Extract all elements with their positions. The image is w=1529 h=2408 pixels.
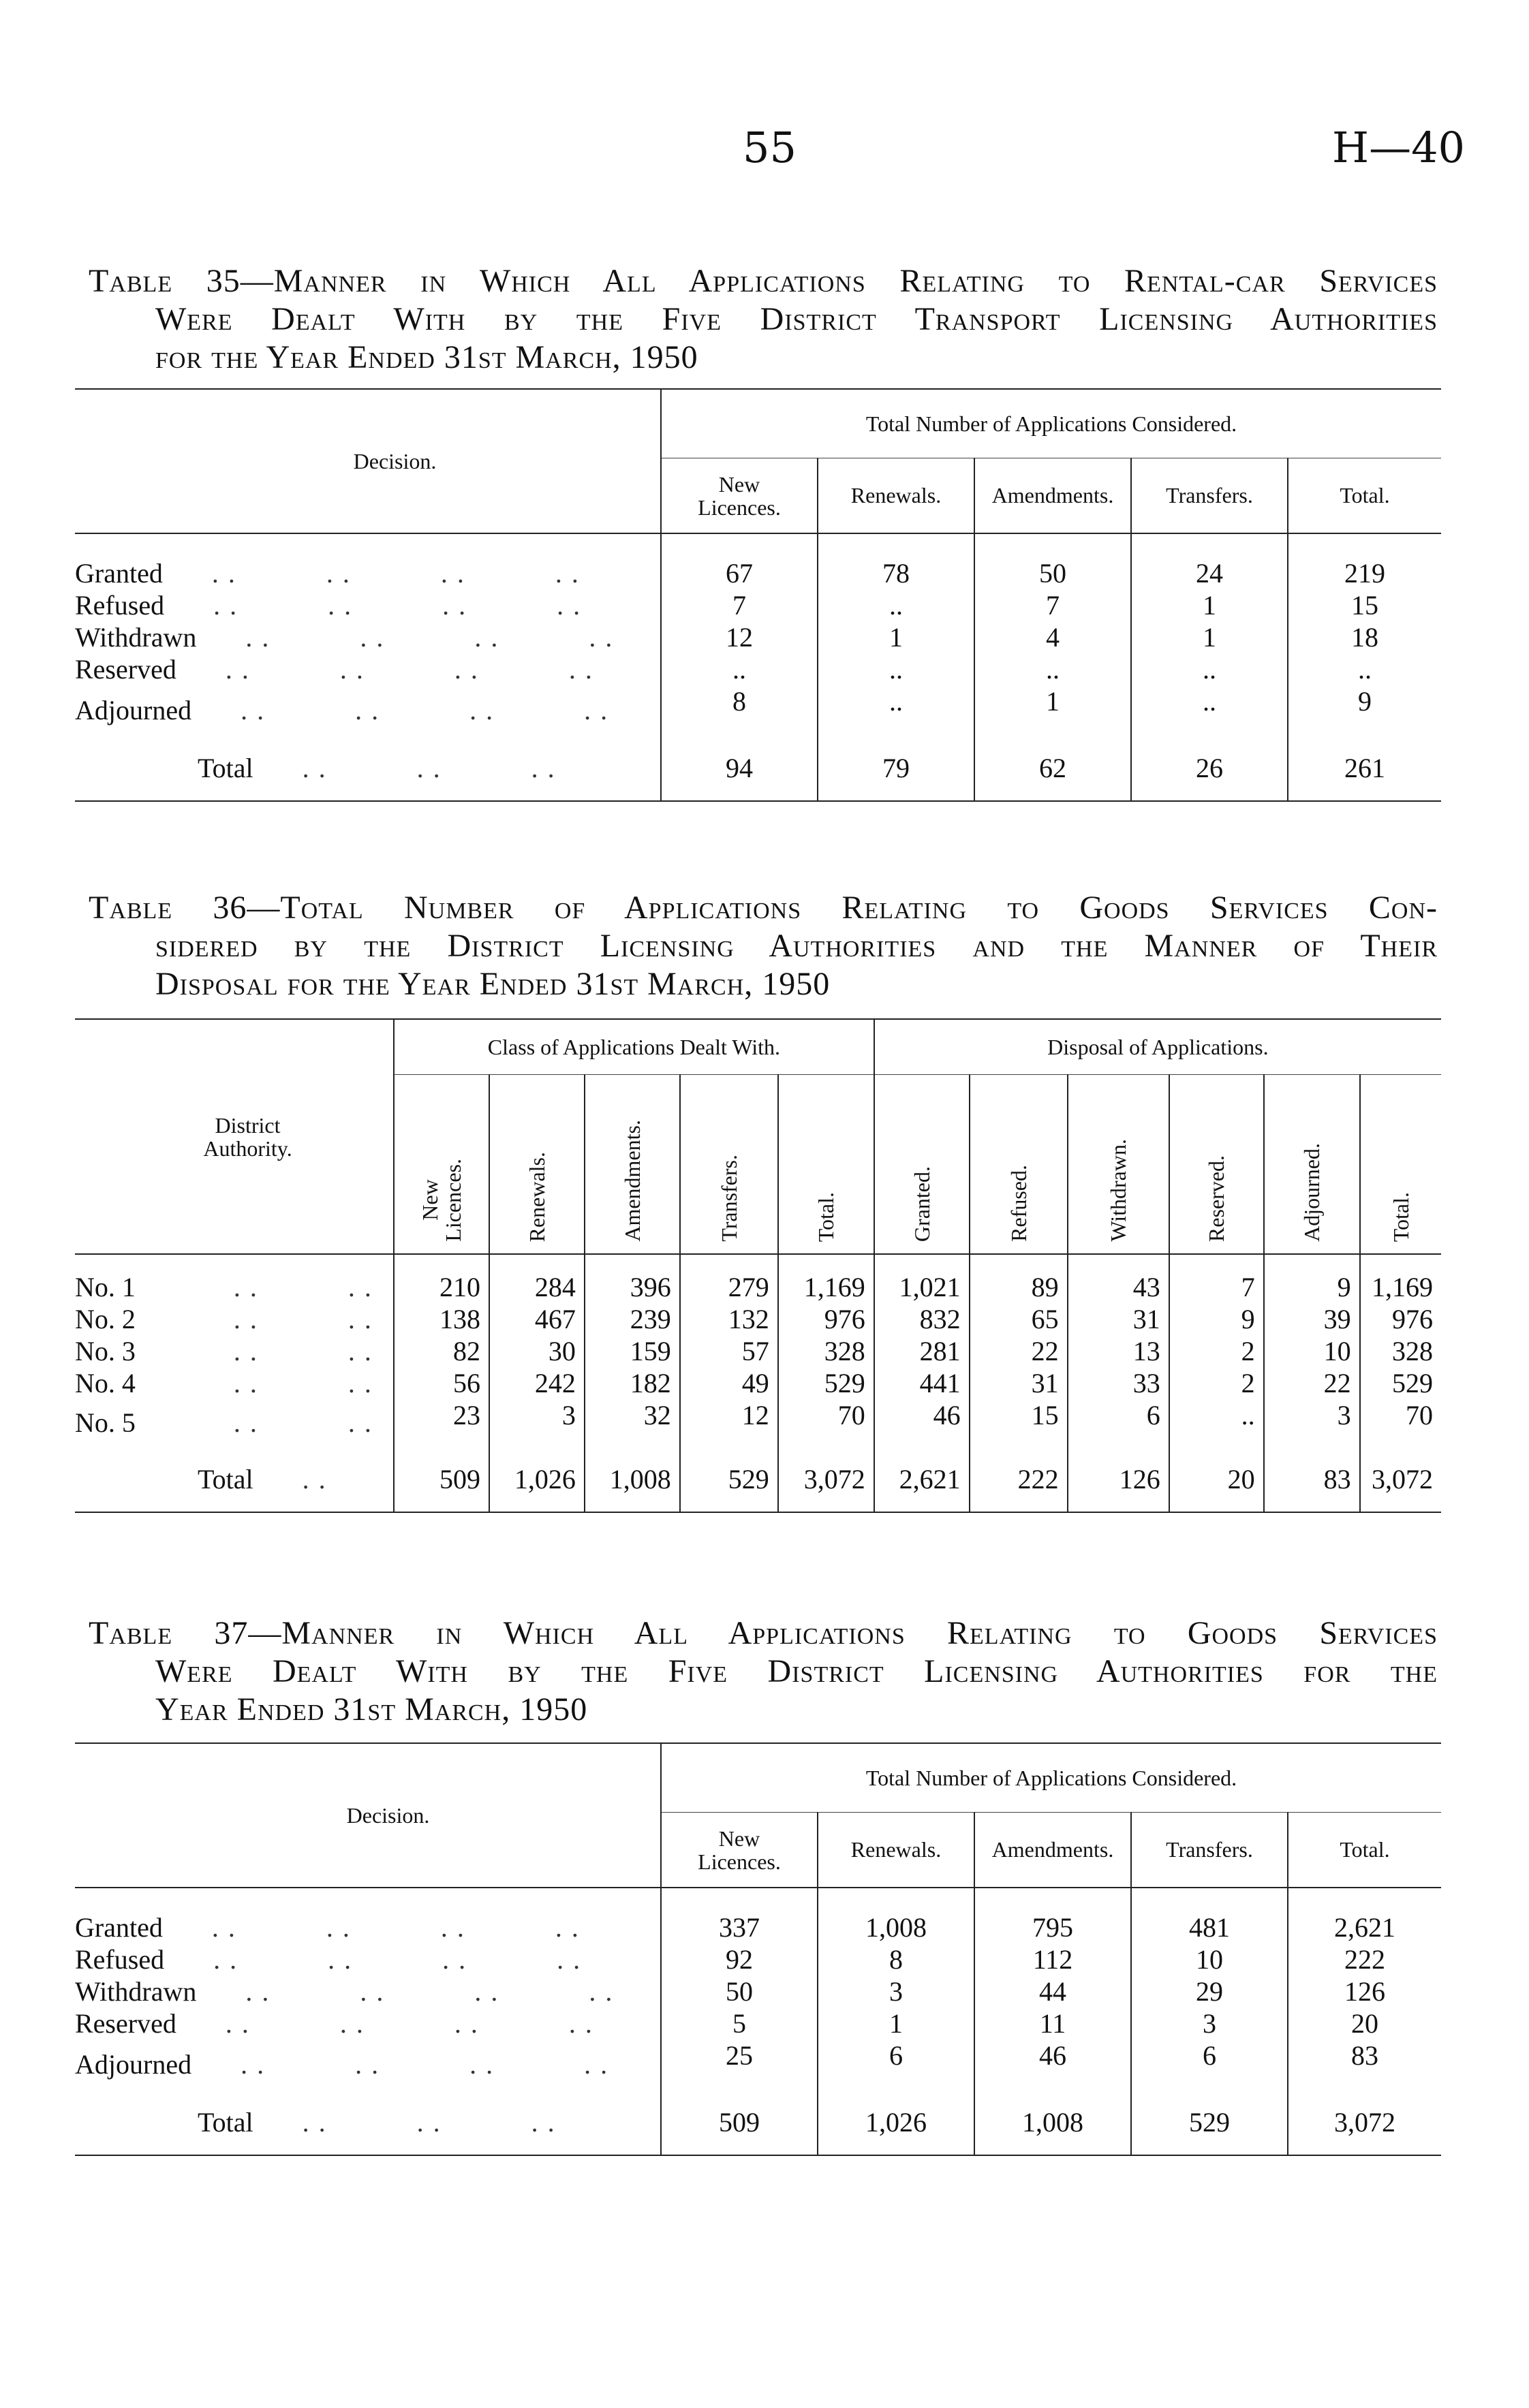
cell-value: 46	[974, 2039, 1131, 2089]
cell-value: 8	[818, 1943, 974, 1975]
table35-col-header: Total.	[1288, 458, 1441, 533]
cell-value: 6	[1068, 1399, 1169, 1446]
row-label	[75, 1367, 394, 1399]
cell-value: 20	[1169, 1446, 1264, 1512]
cell-value: 3,072	[778, 1446, 874, 1512]
leader-dots: .. ..	[135, 1407, 381, 1438]
cell-value: 1	[1131, 621, 1288, 653]
cell-value: 89	[970, 1254, 1068, 1303]
table36-col-header-text: Withdrawn.	[1106, 1139, 1131, 1242]
cell-value: 11	[974, 2007, 1131, 2039]
cell-value: 32	[585, 1399, 680, 1446]
row-label	[75, 1888, 661, 1943]
cell-value: 1,169	[1360, 1254, 1441, 1303]
table36-col-header	[1068, 1075, 1169, 1255]
cell-value: 83	[1288, 2039, 1441, 2089]
cell-value: ..	[1288, 653, 1441, 685]
cell-value: 467	[489, 1303, 585, 1335]
leader-dots: .. .. .. ..	[176, 2008, 602, 2039]
row-label	[75, 1254, 394, 1303]
cell-value: 284	[489, 1254, 585, 1303]
row-label	[75, 1335, 394, 1367]
page-number: 55	[743, 123, 797, 172]
leader-dots: .. .. ..	[253, 752, 564, 783]
cell-value: 15	[970, 1399, 1068, 1446]
cell-value: 26	[1131, 735, 1288, 801]
leader-dots: .. ..	[135, 1336, 381, 1366]
row-label-text: Withdrawn	[75, 1976, 197, 2007]
table36-col-header	[1360, 1075, 1441, 1255]
table36-col-header	[1264, 1075, 1360, 1255]
table36-row	[75, 1254, 1441, 1303]
cell-value: 78	[818, 533, 974, 589]
cell-value: 219	[1288, 533, 1441, 589]
row-label-text: Adjourned	[75, 2049, 192, 2080]
cell-value: 222	[970, 1446, 1068, 1512]
cell-value: 976	[778, 1303, 874, 1335]
table36-group-class: Class of Applications Dealt With.	[394, 1019, 874, 1075]
cell-value: ..	[818, 653, 974, 685]
cell-value: 529	[1360, 1367, 1441, 1399]
table36-row	[75, 1399, 1441, 1446]
leader-dots: .. .. .. ..	[162, 1912, 588, 1943]
table36-row	[75, 1303, 1441, 1335]
cell-value: 239	[585, 1303, 680, 1335]
row-label	[75, 621, 661, 653]
row-label-text: Granted	[75, 558, 163, 589]
cell-value: 83	[1264, 1446, 1360, 1512]
cell-value: 22	[970, 1335, 1068, 1367]
cell-value: 1,008	[818, 1888, 974, 1943]
row-label-text: No. 2	[75, 1304, 136, 1334]
leader-dots: .. .. .. ..	[191, 2049, 617, 2080]
table36-col-header-text: New Licences.	[418, 1159, 466, 1242]
table35-row	[75, 533, 1441, 589]
cell-value: 9	[1169, 1303, 1264, 1335]
table36-col-header-text: Renewals.	[524, 1151, 549, 1242]
table37-row	[75, 2039, 1441, 2089]
cell-value: 70	[1360, 1399, 1441, 1446]
cell-value: 62	[974, 735, 1131, 801]
cell-value: 31	[1068, 1303, 1169, 1335]
cell-value: 18	[1288, 621, 1441, 653]
cell-value: 210	[394, 1254, 489, 1303]
table35-decision-header: Decision.	[75, 389, 661, 533]
cell-value: 49	[680, 1367, 778, 1399]
table36-row	[75, 1335, 1441, 1367]
row-label-text: Adjourned	[75, 695, 192, 725]
table36-group-disposal: Disposal of Applications.	[874, 1019, 1441, 1075]
cell-value: 976	[1360, 1303, 1441, 1335]
cell-value: ..	[1169, 1399, 1264, 1446]
cell-value: 328	[778, 1335, 874, 1367]
table36-col-header-text: Amendments.	[619, 1120, 645, 1242]
table37-col-header: Renewals.	[818, 1813, 974, 1888]
cell-value: 3	[1264, 1399, 1360, 1446]
table35-caption-line: Table 35—Manner in Which All Applications Relating to Rental-car Services	[89, 263, 1438, 299]
cell-value: 29	[1131, 1975, 1288, 2007]
table36-col-header	[680, 1075, 778, 1255]
row-label-text: No. 5	[75, 1407, 136, 1438]
cell-value: 509	[661, 2089, 818, 2155]
table36-col-header	[394, 1075, 489, 1255]
cell-value: 10	[1264, 1335, 1360, 1367]
cell-value: 1	[974, 685, 1131, 735]
cell-value: 281	[874, 1335, 970, 1367]
leader-dots: .. ..	[135, 1368, 381, 1398]
cell-value: 138	[394, 1303, 489, 1335]
cell-value: 1,008	[974, 2089, 1131, 2155]
row-label-text: Reserved	[75, 654, 176, 685]
cell-value: 832	[874, 1303, 970, 1335]
row-label	[75, 653, 661, 685]
cell-value: 529	[680, 1446, 778, 1512]
table37-col-header: Amendments.	[974, 1813, 1131, 1888]
table36-caption-line: Table 36—Total Number of Applications Relating to Goods Services Con-	[89, 890, 1438, 926]
cell-value: 15	[1288, 589, 1441, 621]
leader-dots: .. ..	[135, 1304, 381, 1334]
cell-value: 20	[1288, 2007, 1441, 2039]
cell-value: 1,026	[818, 2089, 974, 2155]
cell-value: 43	[1068, 1254, 1169, 1303]
cell-value: 46	[874, 1399, 970, 1446]
table37-col-header: Total.	[1288, 1813, 1441, 1888]
cell-value: 3	[489, 1399, 585, 1446]
row-label	[75, 2089, 661, 2155]
table36-total-row	[75, 1446, 1441, 1512]
table36-col-header	[489, 1075, 585, 1255]
cell-value: 9	[1264, 1254, 1360, 1303]
cell-value: 65	[970, 1303, 1068, 1335]
table36-col-header	[585, 1075, 680, 1255]
table36-col-header	[874, 1075, 970, 1255]
row-label	[75, 685, 661, 735]
leader-dots: .. .. .. ..	[164, 590, 590, 621]
cell-value: 31	[970, 1367, 1068, 1399]
row-label	[75, 533, 661, 589]
cell-value: 94	[661, 735, 818, 801]
table37-row	[75, 1943, 1441, 1975]
cell-value: 328	[1360, 1335, 1441, 1367]
cell-value: 529	[1131, 2089, 1288, 2155]
table36-caption-line: sidered by the District Licensing Authorities and the Manner of Their	[155, 928, 1438, 964]
cell-value: 261	[1288, 735, 1441, 801]
row-label-text: No. 4	[75, 1368, 136, 1398]
row-label-text: No. 3	[75, 1336, 136, 1366]
leader-dots: .. .. ..	[253, 2106, 564, 2138]
cell-value: 50	[661, 1975, 818, 2007]
document-code: H—40	[1332, 123, 1465, 172]
cell-value: ..	[818, 589, 974, 621]
table37-caption-line: Table 37—Manner in Which All Applications Relating to Goods Services	[89, 1615, 1438, 1651]
table36-caption	[89, 889, 1438, 1003]
row-label-text: Granted	[75, 1912, 163, 1943]
leader-dots: .. .. .. ..	[176, 654, 602, 685]
cell-value: 67	[661, 533, 818, 589]
table35-row	[75, 621, 1441, 653]
row-label	[75, 735, 661, 801]
cell-value: 182	[585, 1367, 680, 1399]
cell-value: 7	[661, 589, 818, 621]
table37	[75, 1742, 1441, 2156]
table37-caption-line: Were Dealt With by the Five District Licensing Authorities for the	[155, 1653, 1438, 1689]
cell-value: ..	[974, 653, 1131, 685]
cell-value: 50	[974, 533, 1131, 589]
table37-col-header: New Licences.	[661, 1813, 818, 1888]
cell-value: 12	[661, 621, 818, 653]
cell-value: 79	[818, 735, 974, 801]
cell-value: 57	[680, 1335, 778, 1367]
row-label	[75, 1303, 394, 1335]
table37-group-header: Total Number of Applications Considered.	[661, 1743, 1441, 1813]
table35-row	[75, 653, 1441, 685]
cell-value: 396	[585, 1254, 680, 1303]
table37-row	[75, 1975, 1441, 2007]
cell-value: 39	[1264, 1303, 1360, 1335]
table35-group-header: Total Number of Applications Considered.	[661, 389, 1441, 458]
cell-value: 2	[1169, 1335, 1264, 1367]
cell-value: 5	[661, 2007, 818, 2039]
leader-dots: ..	[253, 1463, 335, 1495]
table37-col-header: Transfers.	[1131, 1813, 1288, 1888]
cell-value: 8	[661, 685, 818, 735]
cell-value: 12	[680, 1399, 778, 1446]
table35-col-header: Transfers.	[1131, 458, 1288, 533]
cell-value: 126	[1288, 1975, 1441, 2007]
cell-value: 30	[489, 1335, 585, 1367]
cell-value: 2,621	[1288, 1888, 1441, 1943]
row-label-text: Total	[198, 2106, 253, 2138]
table36-col-header	[778, 1075, 874, 1255]
leader-dots: .. .. .. ..	[196, 1976, 622, 2007]
cell-value: 13	[1068, 1335, 1169, 1367]
cell-value: 529	[778, 1367, 874, 1399]
cell-value: 1,026	[489, 1446, 585, 1512]
cell-value: 795	[974, 1888, 1131, 1943]
cell-value: 337	[661, 1888, 818, 1943]
cell-value: 33	[1068, 1367, 1169, 1399]
leader-dots: .. .. .. ..	[191, 695, 617, 725]
cell-value: 2,621	[874, 1446, 970, 1512]
table36-col-header	[970, 1075, 1068, 1255]
table36-col-header-text: Total.	[1388, 1191, 1413, 1242]
table35-row	[75, 589, 1441, 621]
table35-caption-line: for the Year Ended 31st March, 1950	[155, 339, 698, 375]
row-label-text: Refused	[75, 590, 165, 621]
row-label-text: Total	[198, 752, 253, 783]
table36	[75, 1018, 1441, 1513]
leader-dots: .. .. .. ..	[162, 558, 588, 589]
table35-col-header: Renewals.	[818, 458, 974, 533]
table36-col-header-text: Transfers.	[716, 1155, 741, 1242]
table36-caption-line: Disposal for the Year Ended 31st March, 1950	[155, 966, 831, 1002]
table35-col-header: New Licences.	[661, 458, 818, 533]
row-label	[75, 2039, 661, 2089]
row-label-text: No. 1	[75, 1272, 136, 1302]
table36-row	[75, 1367, 1441, 1399]
cell-value: 2	[1169, 1367, 1264, 1399]
cell-value: 3	[818, 1975, 974, 2007]
table37-row	[75, 1888, 1441, 1943]
leader-dots: .. ..	[135, 1272, 381, 1302]
table35-caption-line: Were Dealt With by the Five District Transport Licensing Authorities	[155, 301, 1438, 337]
row-label-text: Withdrawn	[75, 622, 197, 653]
cell-value: 23	[394, 1399, 489, 1446]
table36-col-header-text: Adjourned.	[1299, 1143, 1325, 1242]
cell-value: 6	[818, 2039, 974, 2089]
cell-value: 1	[818, 621, 974, 653]
cell-value: 24	[1131, 533, 1288, 589]
table36-col-header-text: Reserved.	[1204, 1155, 1229, 1242]
cell-value: 242	[489, 1367, 585, 1399]
cell-value: ..	[1131, 685, 1288, 735]
cell-value: 6	[1131, 2039, 1288, 2089]
table36-col-header	[1169, 1075, 1264, 1255]
cell-value: 509	[394, 1446, 489, 1512]
table37-row	[75, 2007, 1441, 2039]
table36-col-header-text: Total.	[814, 1191, 839, 1242]
cell-value: 44	[974, 1975, 1131, 2007]
cell-value: ..	[661, 653, 818, 685]
cell-value: 82	[394, 1335, 489, 1367]
cell-value: 481	[1131, 1888, 1288, 1943]
table35-total-row	[75, 735, 1441, 801]
row-label	[75, 1399, 394, 1446]
table36-col-header-text: Granted.	[909, 1166, 934, 1242]
cell-value: 112	[974, 1943, 1131, 1975]
cell-value: 7	[974, 589, 1131, 621]
row-label	[75, 1975, 661, 2007]
table36-col-header-text: Refused.	[1006, 1165, 1031, 1242]
cell-value: 7	[1169, 1254, 1264, 1303]
cell-value: 1,169	[778, 1254, 874, 1303]
leader-dots: .. .. .. ..	[164, 1944, 590, 1975]
table36-district-header: District Authority.	[75, 1019, 394, 1254]
cell-value: 70	[778, 1399, 874, 1446]
row-label	[75, 2007, 661, 2039]
cell-value: 1	[1131, 589, 1288, 621]
cell-value: ..	[1131, 653, 1288, 685]
table35	[75, 388, 1441, 802]
cell-value: 3,072	[1360, 1446, 1441, 1512]
cell-value: 1	[818, 2007, 974, 2039]
leader-dots: .. .. .. ..	[196, 622, 622, 653]
cell-value: 4	[974, 621, 1131, 653]
row-label-text: Total	[198, 1463, 253, 1495]
cell-value: 25	[661, 2039, 818, 2089]
table37-caption-line: Year Ended 31st March, 1950	[155, 1691, 588, 1727]
table35-col-header: Amendments.	[974, 458, 1131, 533]
row-label	[75, 1446, 394, 1512]
cell-value: 1,008	[585, 1446, 680, 1512]
cell-value: 132	[680, 1303, 778, 1335]
cell-value: 126	[1068, 1446, 1169, 1512]
cell-value: 222	[1288, 1943, 1441, 1975]
cell-value: 3	[1131, 2007, 1288, 2039]
cell-value: 9	[1288, 685, 1441, 735]
cell-value: 92	[661, 1943, 818, 1975]
cell-value: 22	[1264, 1367, 1360, 1399]
row-label-text: Reserved	[75, 2008, 176, 2039]
table35-row	[75, 685, 1441, 735]
row-label	[75, 1943, 661, 1975]
cell-value: ..	[818, 685, 974, 735]
row-label-text: Refused	[75, 1944, 165, 1975]
table37-total-row	[75, 2089, 1441, 2155]
cell-value: 1,021	[874, 1254, 970, 1303]
table35-caption	[89, 262, 1438, 377]
cell-value: 10	[1131, 1943, 1288, 1975]
table37-caption	[89, 1614, 1438, 1729]
row-label	[75, 589, 661, 621]
table37-decision-header: Decision.	[75, 1743, 661, 1888]
cell-value: 56	[394, 1367, 489, 1399]
cell-value: 3,072	[1288, 2089, 1441, 2155]
cell-value: 441	[874, 1367, 970, 1399]
cell-value: 279	[680, 1254, 778, 1303]
cell-value: 159	[585, 1335, 680, 1367]
